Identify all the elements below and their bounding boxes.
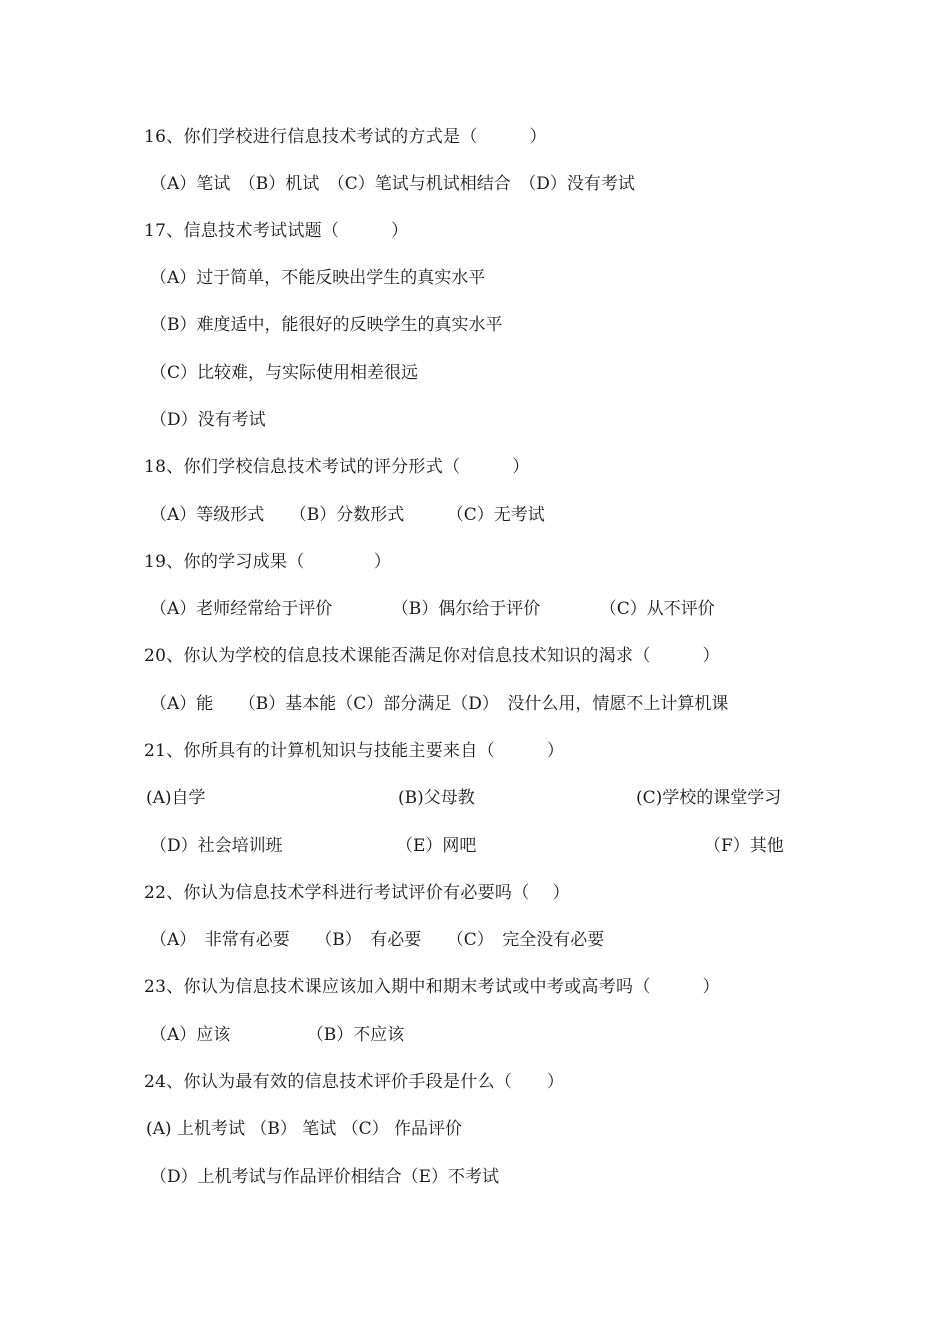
question-18-stem: 18、你们学校信息技术考试的评分形式（ ）: [144, 457, 530, 477]
question-22-options: （A） 非常有必要 （B） 有必要 （C） 完全没有必要: [150, 930, 605, 950]
question-21-option-f: （F）其他: [704, 836, 784, 856]
question-17-option-a: （A）过于简单，不能反映出学生的真实水平: [150, 268, 486, 288]
question-20-stem: 20、你认为学校的信息技术课能否满足你对信息技术知识的渴求（ ）: [144, 646, 720, 666]
question-21-option-b: (B)父母教: [398, 788, 475, 808]
question-21-option-a: (A)自学: [146, 788, 206, 808]
question-17-option-d: （D）没有考试: [150, 410, 266, 430]
question-21-option-c: (C)学校的课堂学习: [636, 788, 782, 808]
question-19-options: （A）老师经常给于评价 （B）偶尔给于评价 （C）从不评价: [150, 599, 715, 619]
question-24-option-line-2: （D）上机考试与作品评价相结合（E）不考试: [150, 1167, 500, 1187]
question-21-option-d: （D）社会培训班: [150, 836, 283, 856]
question-17-stem: 17、信息技术考试试题（ ）: [144, 221, 409, 241]
question-23-stem: 23、你认为信息技术课应该加入期中和期末考试或中考或高考吗（ ）: [144, 977, 720, 997]
question-21-option-e: （E）网吧: [396, 836, 477, 856]
question-16-options: （A）笔试 （B）机试 （C）笔试与机试相结合 （D）没有考试: [150, 174, 635, 194]
question-24-stem: 24、你认为最有效的信息技术评价手段是什么（ ）: [144, 1072, 565, 1092]
question-16-stem: 16、你们学校进行信息技术考试的方式是（ ）: [144, 127, 547, 147]
question-18-options: （A）等级形式 （B）分数形式 （C）无考试: [150, 505, 545, 525]
question-17-option-b: （B）难度适中，能很好的反映学生的真实水平: [150, 315, 503, 335]
question-17-option-c: （C）比较难，与实际使用相差很远: [150, 363, 419, 383]
question-22-stem: 22、你认为信息技术学科进行考试评价有必要吗（ ）: [144, 883, 570, 903]
question-23-options: （A）应该 （B）不应该: [150, 1025, 405, 1045]
question-20-options: （A）能 （B）基本能（C）部分满足（D） 没什么用，情愿不上计算机课: [150, 694, 729, 714]
question-24-option-line-1: (A) 上机考试 （B） 笔试 （C） 作品评价: [146, 1119, 463, 1139]
question-21-stem: 21、你所具有的计算机知识与技能主要来自（ ）: [144, 741, 565, 761]
question-19-stem: 19、你的学习成果（ ）: [144, 552, 392, 572]
